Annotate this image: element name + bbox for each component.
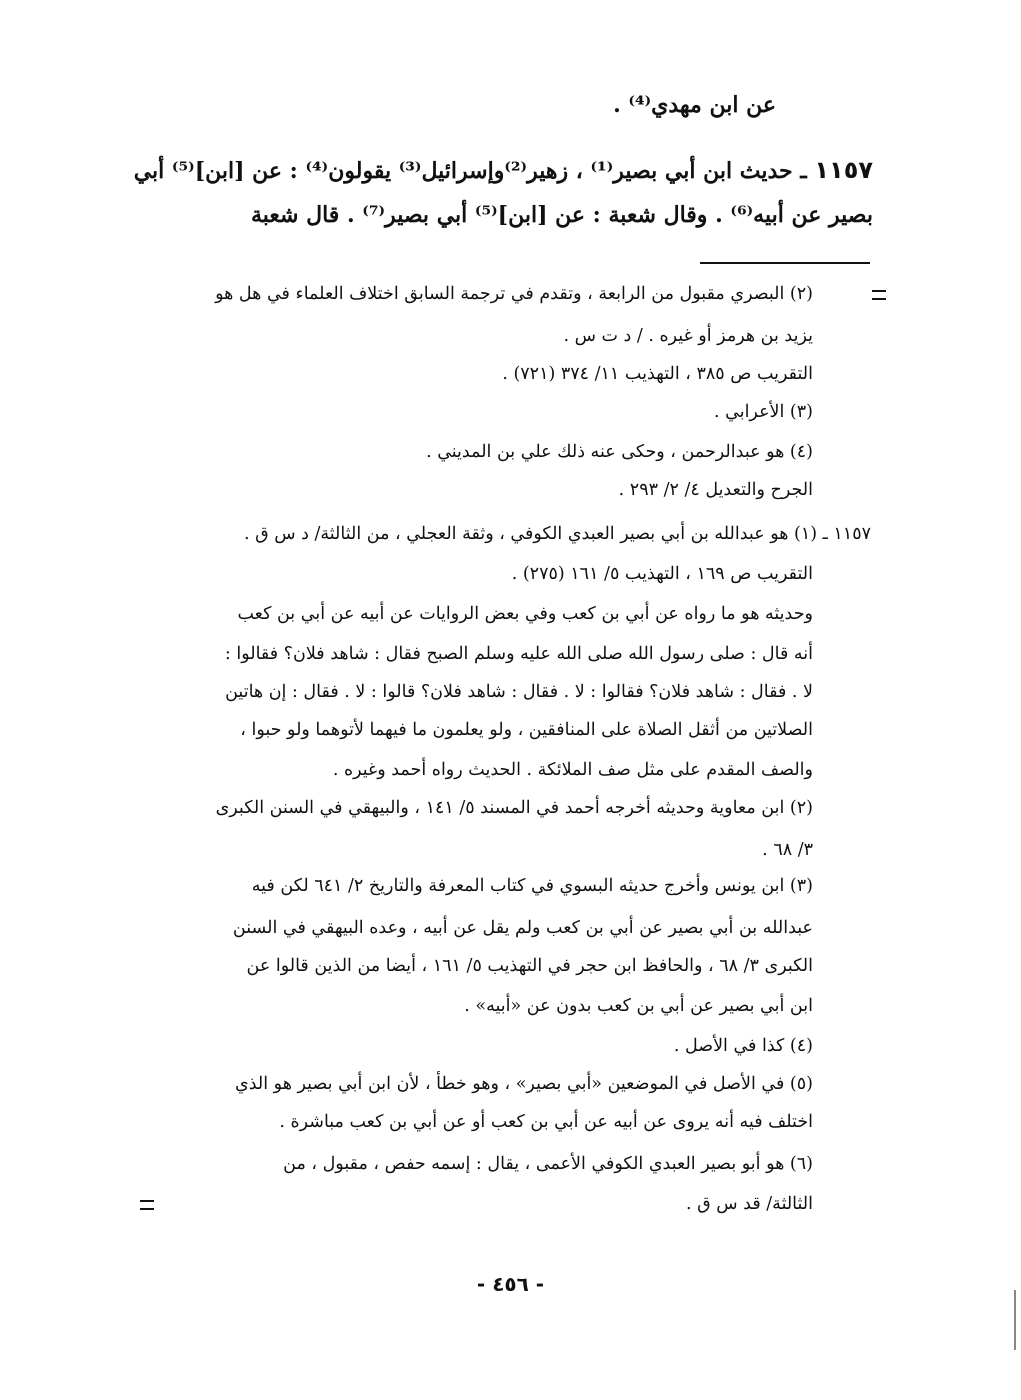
footnote-line: (٣) ابن يونس وأخرج حديثه البسوي في كتاب المعرفة والتاريخ ٢/ ٦٤١ لكن فيه <box>251 876 813 896</box>
footnote-line: التقريب ص ١٦٩ ، التهذيب ٥/ ١٦١ (٢٧٥) . <box>511 564 813 584</box>
footnote-line: ابن أبي بصير عن أبي بن كعب بدون عن «أبيه» . <box>464 996 813 1016</box>
entry-number: ١١٥٧ <box>814 156 873 184</box>
footnote-line: ١١٥٧ ـ (١) هو عبدالله بن أبي بصير العبدي الكوفي ، وثقة العجلي ، من الثالثة/ د س ق . <box>243 524 871 544</box>
header-line: عن ابن مهدي⁽⁴⁾ . <box>613 92 776 118</box>
footnote-line: (٤) هو عبدالرحمن ، وحكى عنه ذلك علي بن المديني . <box>426 442 813 462</box>
footnote-line: عبدالله بن أبي بصير عن أبي بن كعب ولم يقل عن أبيه ، وعده البيهقي في السنن <box>232 918 813 938</box>
footnote-line: والصف المقدم على مثل صف الملائكة . الحديث رواه أحمد وغيره . <box>332 760 813 780</box>
footnote-line: يزيد بن هرمز أو غيره . / د ت س . <box>563 326 813 346</box>
footnote-line: الثالثة/ قد س ق . <box>685 1194 813 1214</box>
footnote-line: الكبرى ٣/ ٦٨ ، والحافظ ابن حجر في التهذيب ٥/ ١٦١ ، أيضا من الذين قالوا عن <box>246 956 813 976</box>
footnote-separator <box>700 262 870 264</box>
footnote-line: (٢) البصري مقبول من الرابعة ، وتقدم في ترجمة السابق اختلاف العلماء في هل هو <box>215 284 813 304</box>
footnote-line: (٤) كذا في الأصل . <box>673 1036 813 1056</box>
footnote-line: (٣) الأعرابي . <box>713 402 813 422</box>
footnote-line: التقريب ص ٣٨٥ ، التهذيب ١١/ ٣٧٤ (٧٢١) . <box>502 364 813 384</box>
continuation-marker-top <box>872 290 886 300</box>
footnote-line: (٥) في الأصل في الموضعين «أبي بصير» ، وهو خطأ ، لأن ابن أبي بصير هو الذي <box>235 1074 813 1094</box>
footnote-line: (٢) ابن معاوية وحديثه أخرجه أحمد في المسند ٥/ ١٤١ ، والبيهقي في السنن الكبرى <box>215 798 813 818</box>
footnote-line: الجرح والتعديل ٤/ ٢/ ٢٩٣ . <box>618 480 813 500</box>
entry-text-1: ـ حديث ابن أبي بصير⁽¹⁾ ، زهير⁽²⁾وإسرائيل⁽³⁾ يقولون⁽⁴⁾ : عن [ابن]⁽⁵⁾ أبي <box>133 158 807 184</box>
footnote-line: اختلف فيه أنه يروى عن أبيه عن أبي بن كعب أو عن أبي بن كعب مباشرة . <box>279 1112 813 1132</box>
footnote-line: وحديثه هو ما رواه عن أبي بن كعب وفي بعض الروايات عن أبيه عن أبي بن كعب <box>237 604 813 624</box>
footnote-line: الصلاتين من أثقل الصلاة على المنافقين ، ولو يعلمون ما فيهما لأتوهما ولو حبوا ، <box>240 720 813 740</box>
continuation-marker-bottom <box>140 1200 154 1210</box>
footnote-line: (٦) هو أبو بصير العبدي الكوفي الأعمى ، يقال : إسمه حفص ، مقبول ، من <box>283 1154 813 1174</box>
entry-line-1 <box>134 158 873 182</box>
footnote-line: ٣/ ٦٨ . <box>762 840 813 860</box>
footnote-line: أنه قال : صلى رسول الله صلى الله عليه وسلم الصبح فقال : شاهد فلان؟ فقالوا : <box>224 644 813 664</box>
entry-line-2: بصير عن أبيه⁽⁶⁾ . وقال شعبة : عن [ابن]⁽⁵⁾ أبي بصير⁽⁷⁾ . قال شعبة <box>250 202 873 228</box>
scan-speck <box>1014 1290 1016 1350</box>
page-number: - ٤٥٦ - <box>476 1272 545 1296</box>
footnote-line: لا . فقال : شاهد فلان؟ فقالوا : لا . فقال : شاهد فلان؟ قالوا : لا . فقال : إن هاتين <box>225 682 813 702</box>
